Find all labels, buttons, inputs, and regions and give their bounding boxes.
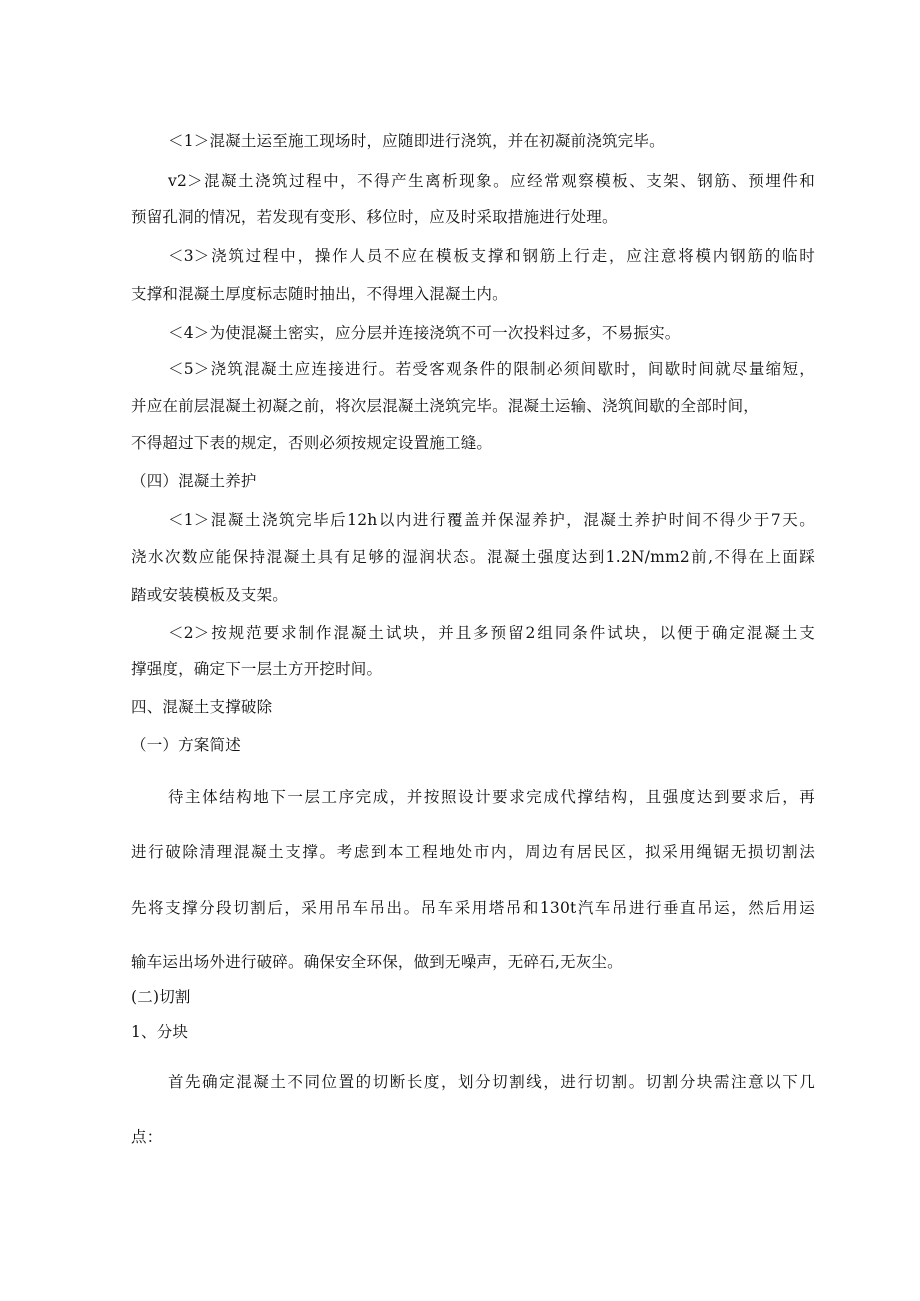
section-heading: (二)切割 <box>131 988 191 1006</box>
chapter-heading: 四、混凝土支撑破除 <box>131 698 273 716</box>
paragraph-line: 并应在前层混凝土初凝之前，将次层混凝土浇筑完毕。混凝土运输、浇筑间歇的全部时间， <box>131 397 760 415</box>
paragraph-line: 进行破除清理混凝土支撑。考虑到本工程地处市内，周边有居民区，拟采用绳锯无损切割法 <box>131 843 815 861</box>
paragraph-line: 待主体结构地下一层工序完成，并按照设计要求完成代撑结构，且强度达到要求后，再 <box>168 788 815 806</box>
section-heading: （一）方案简述 <box>131 736 241 754</box>
paragraph-line: 输车运出场外进行破碎。确保安全环保，做到无噪声，无碎石,无灰尘。 <box>131 953 623 971</box>
paragraph-line: 点： <box>131 1128 163 1146</box>
paragraph-line: 不得超过下表的规定，否则必须按规定设置施工缝。 <box>131 434 493 452</box>
paragraph-line: 首先确定混凝土不同位置的切断长度，划分切割线，进行切割。切割分块需注意以下几 <box>168 1073 815 1091</box>
paragraph-line: 先将支撑分段切割后，采用吊车吊出。吊车采用塔吊和130t汽车吊进行垂直吊运，然后用运 <box>131 899 815 917</box>
paragraph-line: ＜1＞混凝土浇筑完毕后12h以内进行覆盖并保湿养护，混凝土养护时间不得少于7天。 <box>168 511 815 529</box>
paragraph-line: 撑强度，确定下一层土方开挖时间。 <box>131 660 383 678</box>
paragraph-line: v2＞混凝土浇筑过程中，不得产生离析现象。应经常观察模板、支架、钢筋、预埋件和 <box>168 172 815 190</box>
paragraph-line: ＜3＞浇筑过程中，操作人员不应在模板支撑和钢筋上行走，应注意将模内钢筋的临时 <box>168 247 815 265</box>
paragraph-line: 踏或安装模板及支架。 <box>131 586 289 604</box>
paragraph-line: ＜2＞按规范要求制作混凝土试块，并且多预留2组同条件试块，以便于确定混凝土支 <box>168 624 815 642</box>
paragraph-line: ＜5＞浇筑混凝土应连接进行。若受客观条件的限制必须间歇时，间歇时间就尽量缩短， <box>168 360 815 378</box>
paragraph-line: 支撑和混凝土厚度标志随时抽出，不得埋入混凝土内。 <box>131 285 508 303</box>
paragraph-line: ＜1＞混凝土运至施工现场时，应随即进行浇筑，并在初凝前浇筑完毕。 <box>168 132 665 150</box>
paragraph-line: 预留孔洞的情况，若发现有变形、移位时，应及时采取措施进行处理。 <box>131 208 618 226</box>
paragraph-line: 浇水次数应能保持混凝土具有足够的湿润状态。混凝土强度达到1.2N/mm2前,不得在上面踩 <box>131 548 815 566</box>
subsection-heading: 1、分块 <box>131 1023 189 1041</box>
paragraph-line: ＜4＞为使混凝土密实，应分层并连接浇筑不可一次投料过多，不易振实。 <box>168 324 681 342</box>
section-heading: （四）混凝土养护 <box>131 472 257 490</box>
